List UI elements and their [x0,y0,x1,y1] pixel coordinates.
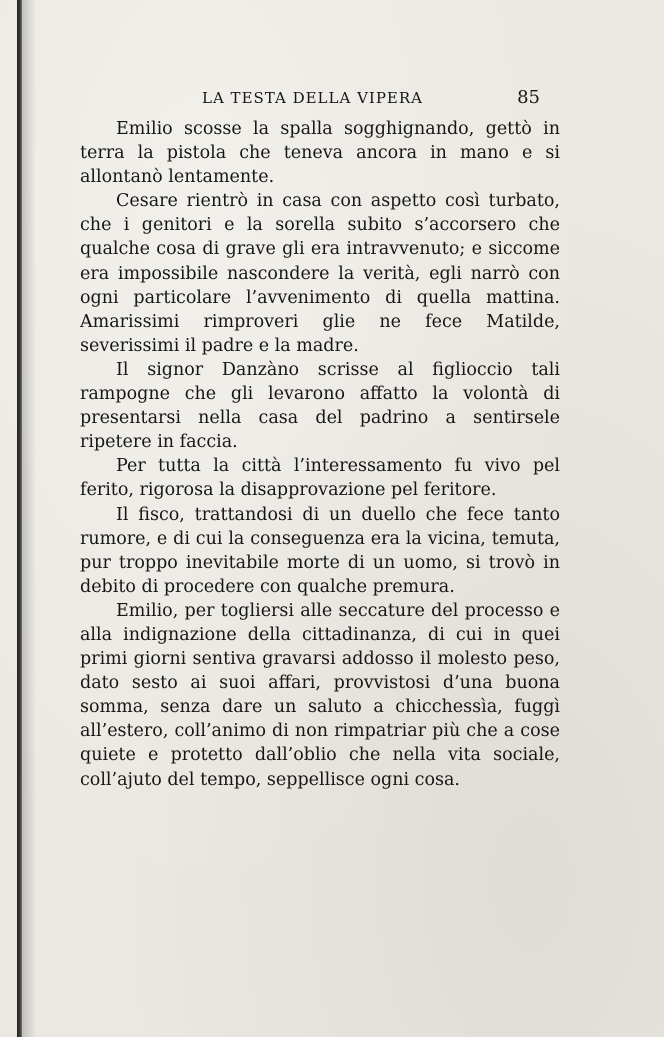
running-head [80,89,544,111]
page-number: 85 [517,87,540,108]
running-title: LA TESTA DELLA VIPERA [202,89,424,107]
paragraph-2: Cesare rientrò in casa con aspetto così turbato, che i genitori e la sorella subito s’accorsero che qualche cosa di grave gli era intravvenuto; e siccome era impossibile nascondere la verità, egli narrò con ogni particolare l’avvenimento di quella mattina. Amarissimi rimproveri glie ne fece Matilde, severissimi il padre e la madre. [80,191,560,356]
binding-shadow [22,0,36,1037]
paragraph-4: Per tutta la città l’interessamento fu vivo pel ferito, rigorosa la disapprovazione pel feritore. [80,456,560,501]
body-text [80,117,560,792]
paragraph-3: Il signor Danzàno scrisse al figlioccio tali rampogne che gli levarono affatto la volontà di presentarsi nella casa del padrino a sentirsele ripetere in faccia. [80,359,560,453]
paragraph-1: Emilio scosse la spalla sogghignando, gettò in terra la pistola che teneva ancora in mano e si allontanò lentamente. [80,119,560,188]
paragraph-5: Il fisco, trattandosi di un duello che fece tanto rumore, e di cui la conseguenza era la vicina, temuta, pur troppo inevitabile morte di un uomo, si trovò in debito di procedere con qualche premura. [80,504,560,597]
paragraph-6: Emilio, per togliersi alle seccature del processo e alla indignazione della cittadinanza, di cui in quei primi giorni sentiva gravarsi addosso il molesto peso, dato sesto ai suoi affari, provvistosi d’una buona somma, senza dare un saluto a chicchessìa, fuggì all’estero, coll’animo di non rimpatriar più che a cose quiete e protetto dall’oblio che nella vita sociale, coll’ajuto del tempo, seppellisce ogni cosa. [80,600,560,790]
